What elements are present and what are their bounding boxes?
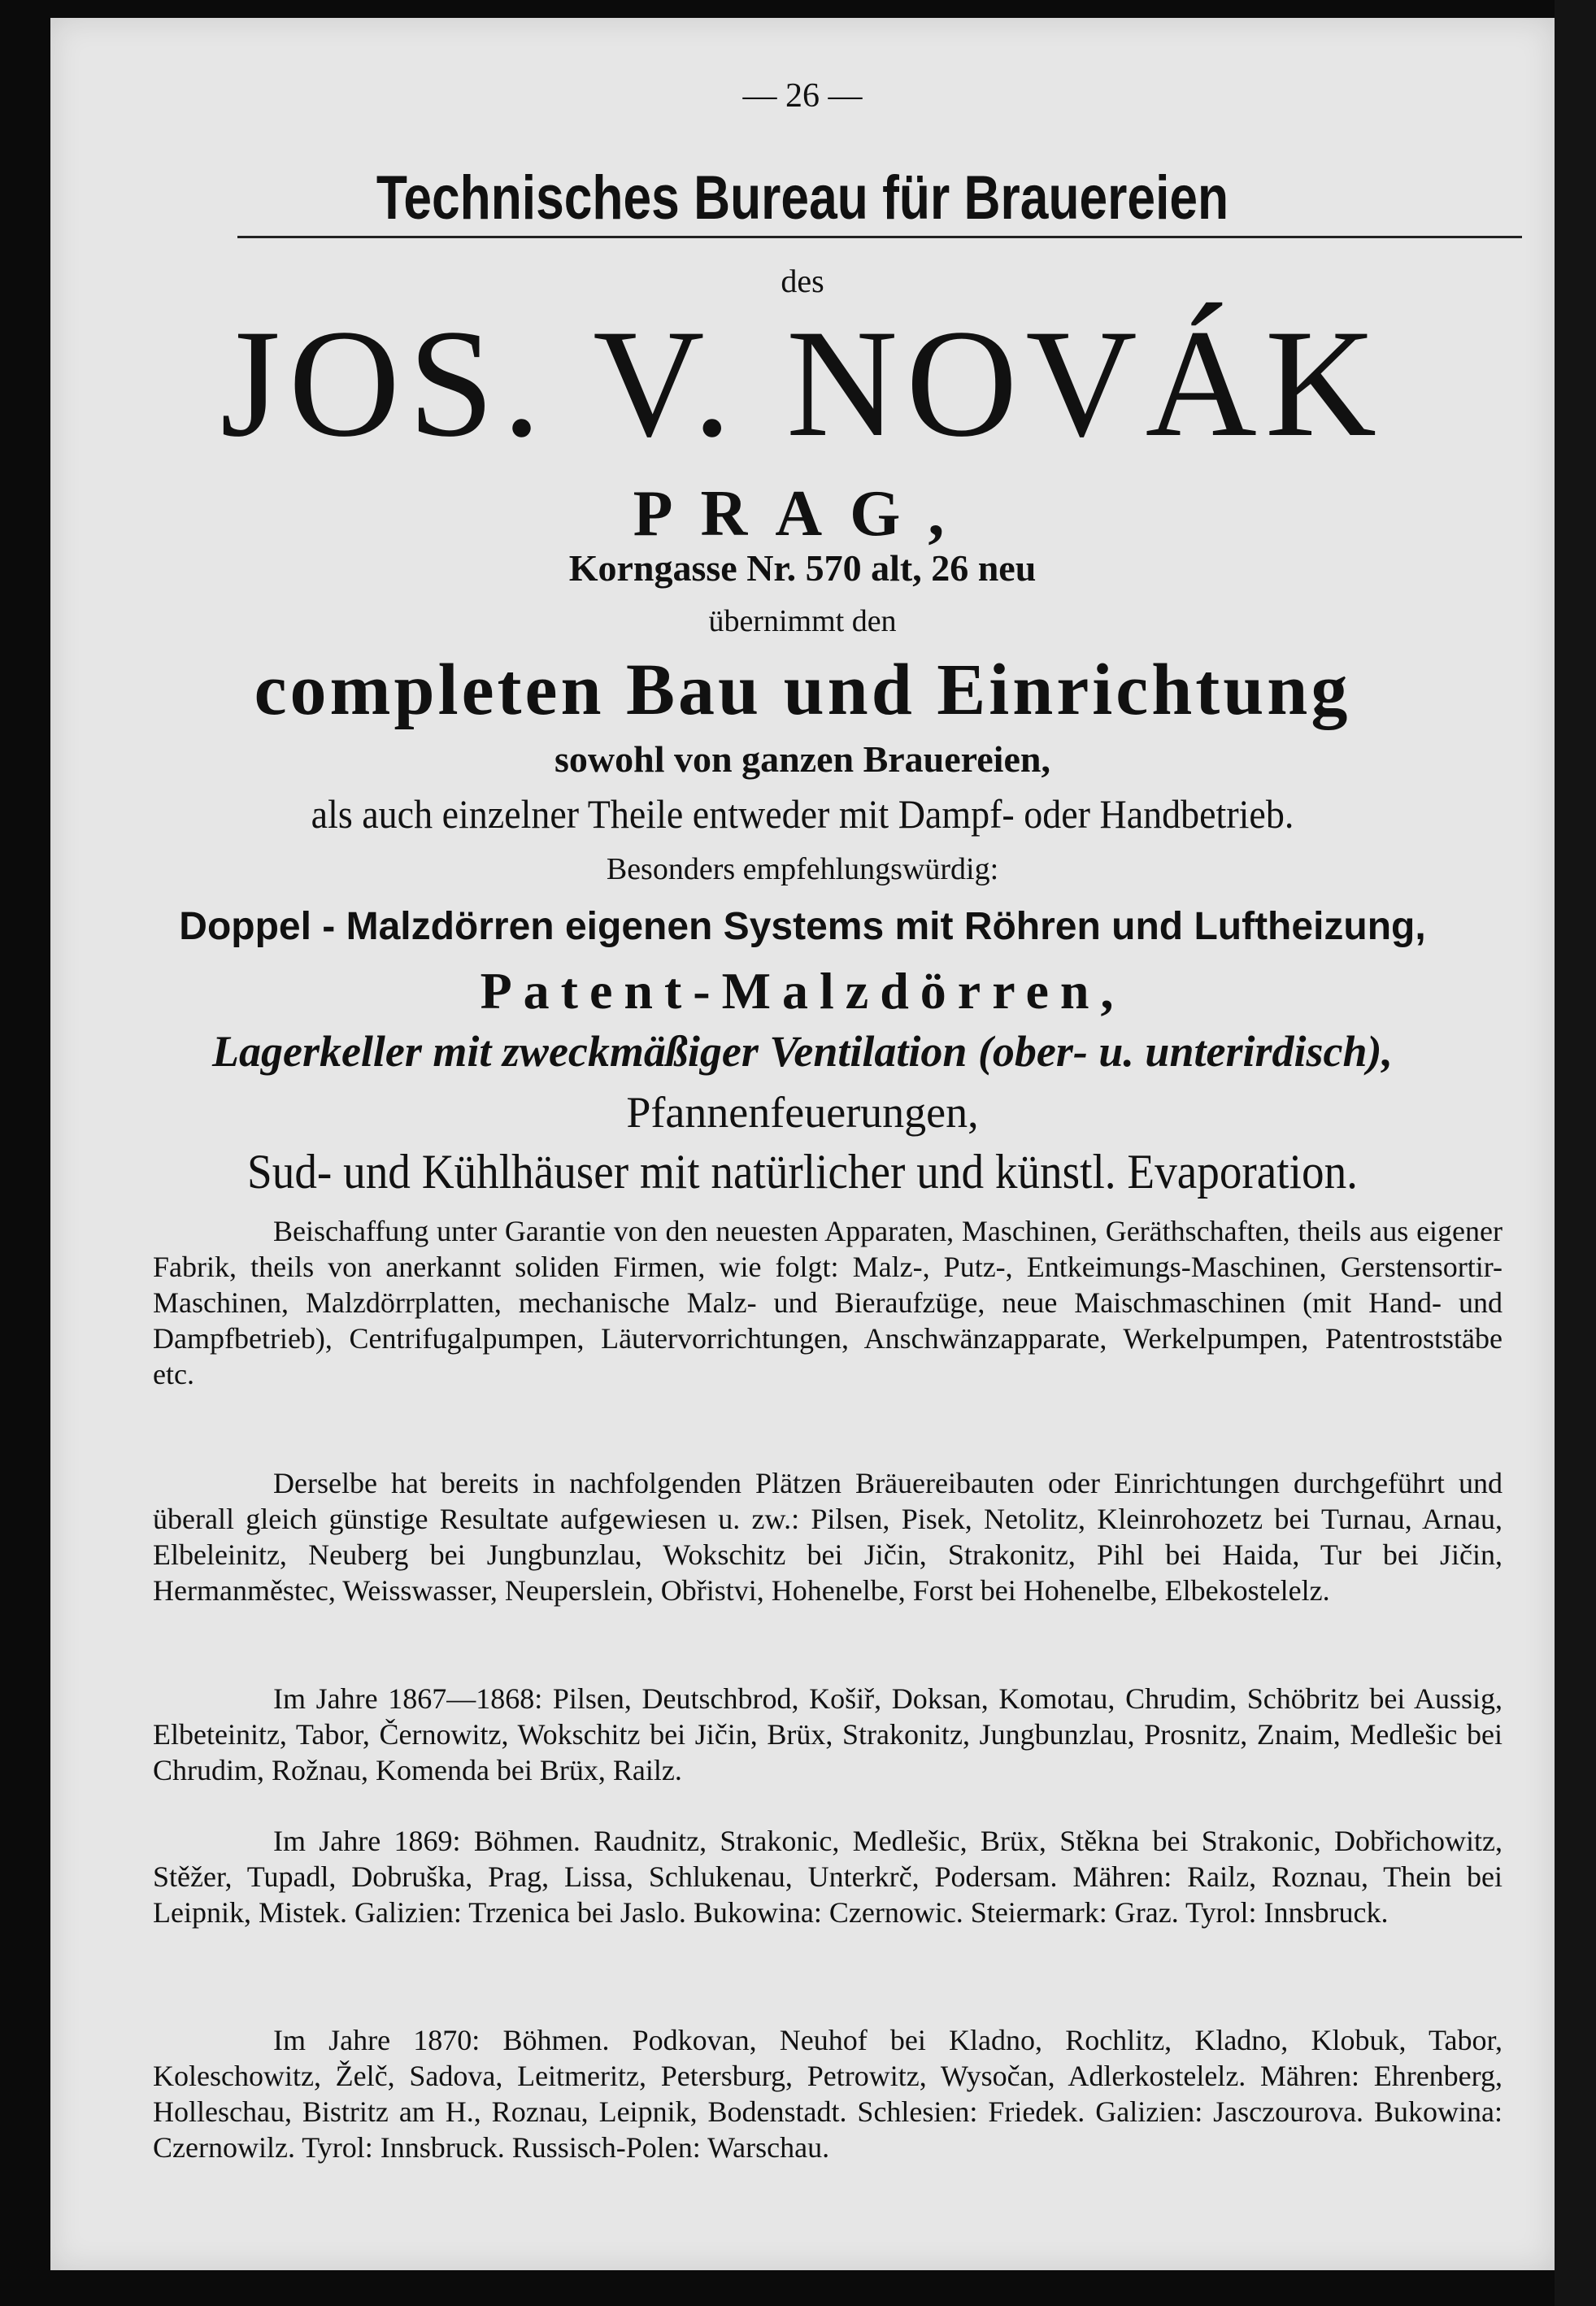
- paragraph-1867-1868: Im Jahre 1867—1868: Pilsen, Deutschbrod, Košiř, Doksan, Komotau, Chrudim, Schöbritz bei Aussig, Elbeteinitz, Tabor, Černowitz, Wokschitz bei Jičin, Brüx, Strakonitz, Jungbunzlau, Prosnitz, Znaim, Medlešic bei Chrudim, Rožnau, Komenda bei Brüx, Railz.: [153, 1682, 1503, 1786]
- document-page: [50, 18, 1555, 2270]
- lagerkeller-line: Lagerkeller mit zweckmäßiger Ventilation (ober- u. unterirdisch),: [211, 1027, 1393, 1076]
- paragraph-1870: Im Jahre 1870: Böhmen. Podkovan, Neuhof bei Kladno, Rochlitz, Kladno, Klobuk, Tabor, Koleschowitz, Želč, Sadova, Leitmeritz, Petersburg, Petrowitz, Wysočan, Adlerkostelelz. Mähren: Ehrenberg, Holleschau, Bistritz am H., Roznau, Leipnik, Bodenstadt. Schlesien: Friedek. Galizien: Jasczourova. Bukowina: Czernowilz. Tyrol: Innsbruck. Russisch-Polen: Warschau.: [153, 2024, 1503, 2164]
- divider-rule: [237, 236, 1522, 238]
- city-name: PRAG,: [633, 478, 972, 550]
- headline: completen Bau und Einrichtung: [254, 650, 1351, 730]
- des-label: des: [781, 263, 824, 299]
- paragraph-equipment: Beischaffung unter Garantie von den neuesten Apparaten, Maschinen, Geräthschaften, theils aus eigener Fabrik, theils von anerkannt soliden Firmen, wie folgt: Malz-, Putz-, Entkeimungs-Maschinen, Gerstensortir-Maschinen, Malzdörrplatten, mechanische Malz- und Bieraufzüge, neue Maischmaschinen (mit Hand- und Dampfbetrieb), Centrifugalpumpen, Läutervorrichtungen, Anschwänzapparate, Werkelpumpen, Patentroststäbe etc.: [153, 1215, 1503, 1390]
- bureau-title: Technisches Bureau für Brauereien: [376, 163, 1229, 233]
- uebernimmt-line: übernimmt den: [708, 604, 897, 638]
- als-auch-line: als auch einzelner Theile entweder mit Dampf- oder Handbetrieb.: [311, 791, 1294, 837]
- sud-line: Sud- und Kühlhäuser mit natürlicher und künstl. Evaporation.: [247, 1145, 1358, 1199]
- sowohl-line: sowohl von ganzen Brauereien,: [554, 738, 1050, 780]
- address: Korngasse Nr. 570 alt, 26 neu: [568, 547, 1037, 589]
- paragraph-1869: Im Jahre 1869: Böhmen. Raudnitz, Strakonic, Medlešic, Brüx, Stěkna bei Strakonic, Dobřichowitz, Stěžer, Tupadl, Dobruška, Prag, Lissa, Schlukenau, Unterkrč, Podersam. Mähren: Railz, Roznau, Thein bei Leipnik, Mistek. Galizien: Trzenica bei Jaslo. Bukowina: Czernowic. Steiermark: Graz. Tyrol: Innsbruck.: [153, 1825, 1503, 1929]
- paragraph-installations: Derselbe hat bereits in nachfolgenden Plätzen Bräuereibauten oder Einrichtungen durchgeführt und überall gleich günstige Resultate aufgewiesen u. zw.: Pilsen, Pisek, Netolitz, Kleinrohozetz bei Turnau, Arnau, Elbeleinitz, Neuberg bei Jungbunzlau, Wokschitz bei Jičin, Strakonitz, Pihl bei Haida, Tur bei Jičin, Hermanměstec, Weisswasser, Neuperslein, Obřistvi, Hohenelbe, Forst bei Hohenelbe, Elbekostelelz.: [153, 1467, 1503, 1607]
- dark-margin: [1555, 0, 1596, 2306]
- patent-line: Patent-Malzdörren,: [480, 962, 1125, 1020]
- company-name: JOS. V. NOVÁK: [220, 298, 1385, 469]
- doppel-line: Doppel - Malzdörren eigenen Systems mit Röhren und Luftheizung,: [179, 905, 1426, 948]
- besonders-line: Besonders empfehlungswürdig:: [606, 852, 999, 886]
- pfannen-line: Pfannenfeuerungen,: [626, 1088, 979, 1137]
- page-number: — 26 —: [742, 77, 863, 115]
